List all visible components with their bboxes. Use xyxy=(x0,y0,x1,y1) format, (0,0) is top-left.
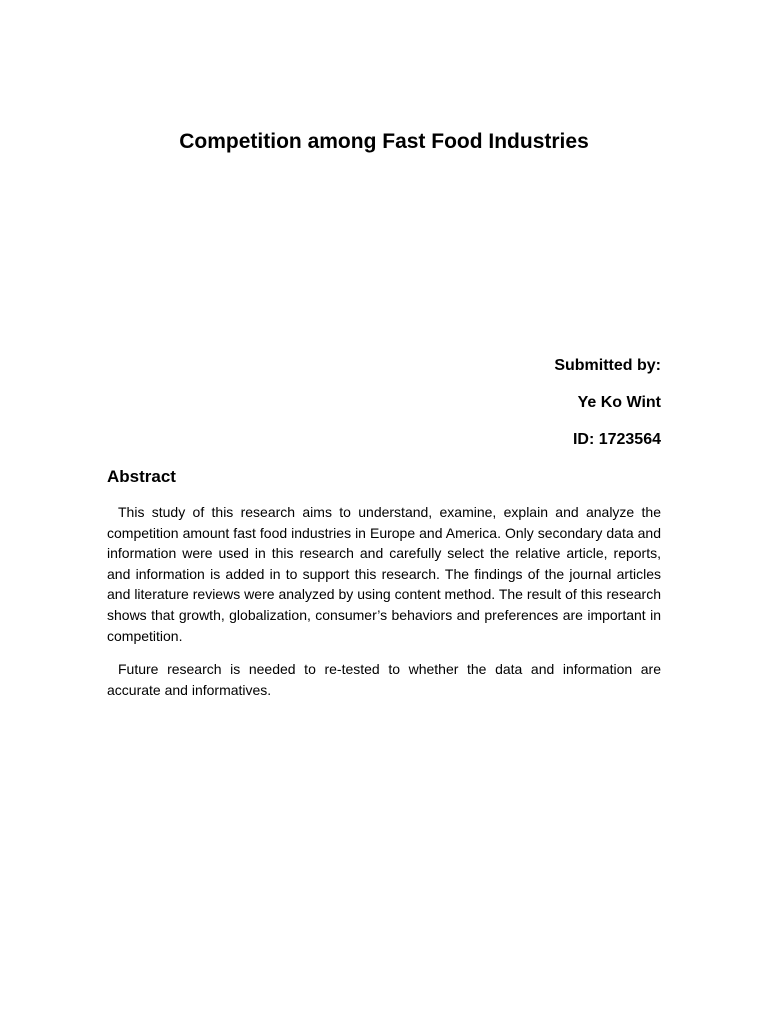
submission-block xyxy=(554,355,661,466)
submitted-by-label: Submitted by: xyxy=(554,357,661,374)
abstract-paragraph: This study of this research aims to understand, examine, explain and analyze the competition amount fast food industries in Europe and America. Only secondary data and information were used in this research and carefully select the relative article, reports, and information is added in to support this research. The findings of the journal articles and literature reviews were analyzed by using content method. The result of this research shows that growth, globalization, consumer’s behaviors and preferences are important in competition. xyxy=(107,504,661,644)
document-title: Competition among Fast Food Industries xyxy=(179,130,589,153)
student-id: ID: 1723564 xyxy=(572,431,661,448)
author-name: Ye Ko Wint xyxy=(577,394,661,411)
abstract-body xyxy=(107,502,661,713)
abstract-paragraph: Future research is needed to re-tested to whether the data and information are accurate and informatives. xyxy=(107,661,661,698)
abstract-heading: Abstract xyxy=(107,467,176,486)
